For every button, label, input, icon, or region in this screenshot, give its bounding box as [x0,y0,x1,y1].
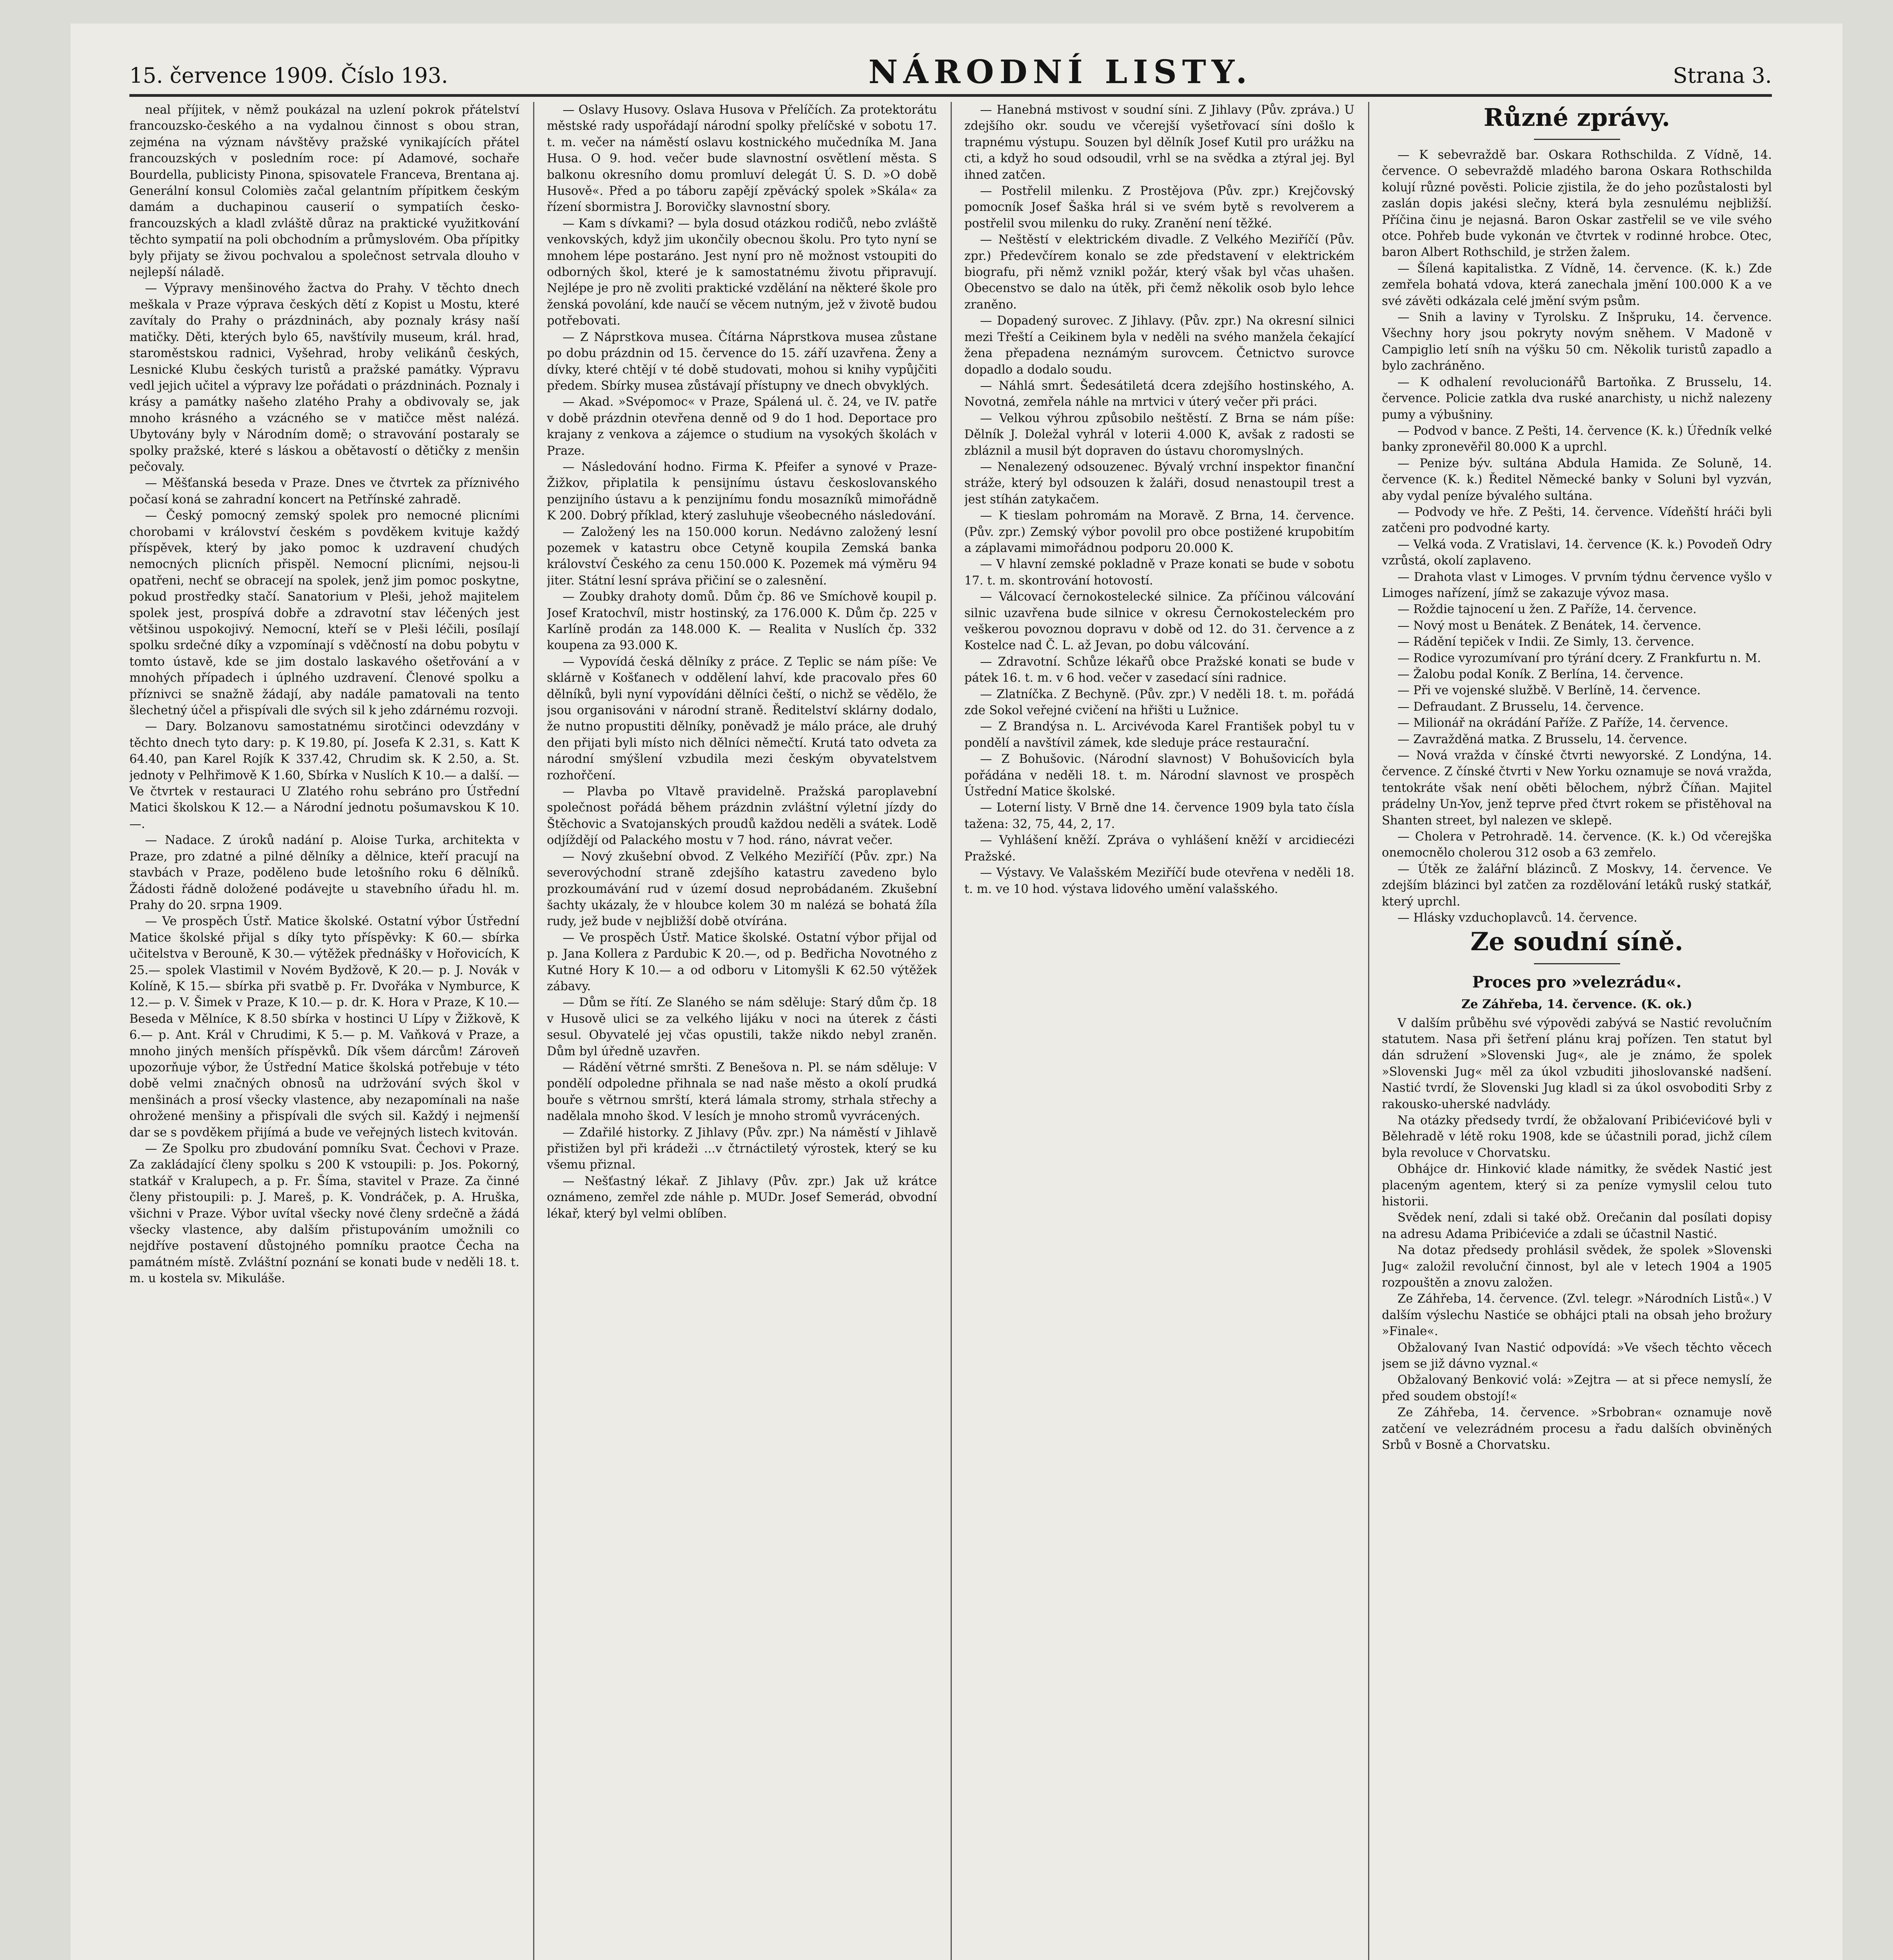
page-number: Strana 3. [1673,63,1772,88]
news-paragraph: — Ze Spolku pro zbudování pomníku Svat. Čechovi v Praze. Za zakládající členy spolku s 200 K vstoupili: p. Jos. Pokorný, statkář v Kralupech, a p. Fr. Šíma, stavitel v Praze. Za činné členy přistoupili: p. J. Mareš, p. K. Vondráček, p. A. Hruška, všichni v Praze. Výbor uvítal všecky nové členy srdečně a žádá všecky vlastence, aby dalším přistupováním umožnili co nejdříve postavení důstojného pomníku praotce Čecha na památném místě. Zvláštní poznání se konati bude v neděli 18. t. m. u kostela sv. Mikuláše. [129,1142,519,1286]
news-paragraph: — Dary. Bolzanovu samostatnému sirotčinci odevzdány v těchto dnech tyto dary: p. K 19.80, pí. Josefa K 2.31, s. Katt K 64.40, pan Karel Rojík K 337.42, Chrudim sk. K 2.50, a. St. jednoty v Pelhřimově K 1.60, Sbírka v Nuslích K 10.— a další. — Ve čtvrtek v restauraci U Zlatého rohu sebráno pro Ústřední Matici školskou K 12.— a Národní jednotu pošumavskou K 10.—. [129,720,519,831]
section-heading: Různé zprávy. [1483,103,1670,132]
heading-rule [1534,139,1620,140]
news-paragraph: — Cholera v Petrohradě. 14. července. (K. k.) Od včerejška onemocnělo cholerou 312 osob a 63 zemřelo. [1382,830,1772,860]
masthead-title: NÁRODNÍ LISTY. [868,53,1253,91]
news-paragraph: — Oslavy Husovy. Oslava Husova v Přelíčích. Za protektorátu městské rady uspořádají národní spolky přelíčské v sobotu 17. t. m. večer na náměstí oslavu kostnického mučedníka M. Jana Husa. O 9. hod. večer bude slavnostní osvětlení města. S balkonu okresního domu promluví delegát Ú. S. D. »O době Husově«. Před a po táboru zapějí zpěvácký spolek »Skála« za řízení sbormistra J. Borovičky slavnostní sbory. [547,103,937,214]
news-paragraph: — Snih a laviny v Tyrolsku. Z Inšpruku, 14. července. Všechny hory jsou pokryty novým sněhem. V Madoně v Campiglio letí sníh na výšku 50 cm. Několik turistů zapadlo a bylo zachráněno. [1382,310,1772,373]
news-paragraph: — Postřelil milenku. Z Prostějova (Pův. zpr.) Krejčovský pomocník Josef Šaška hrál si ve svém bytě s revolverem a postřelil svou milenku do ruky. Zranění není těžké. [964,184,1354,230]
column-4-upper [1382,102,1772,748]
news-paragraph: Svědek není, zdali si také obž. Orečanin dal posílati dopisy na adresu Adama Pribićeviće a zdali se účastnil Nastić. [1382,1211,1772,1241]
news-paragraph: — Vypovídá česká dělníky z práce. Z Teplic se nám píše: Ve sklárně v Košťanech v oddělení lahví, kde pracovalo přes 60 dělníků, byli nyní vypovídáni dělníci čeští, o nichž se vědělo, že jsou organisováni v národní straně. Ředitelství sklárny dodalo, že nutno propustiti dělníky, poněvadž je málo práce, ale druhý den přijati byli místo nich dělníci němečtí. Krutá tato odveta za národní smýšlení vzbudila mezi českým obyvatelstvem rozhořčení. [547,655,937,782]
news-paragraph: — Nenalezený odsouzenec. Bývalý vrchní inspektor finanční stráže, který byl odsouzen k žaláři, dosud nenastoupil trest a jest stíhán zatykačem. [964,460,1354,506]
page-header [129,51,1772,97]
news-paragraph: Ze Záhřeba, 14. července. (Zvl. telegr. »Národních Listů«.) V dalším výslechu Nastiće se obhájci ptali na obsah jeho brožury »Finale«. [1382,1292,1772,1339]
news-paragraph: V dalším průběhu své výpovědi zabývá se Nastić revolučním statutem. Nasa při šetření plánu kraj pořízen. Ten statut byl dán sdružení »Slovenski Jug«, ale je známo, že spolek »Slovenski Jug« měl za úkol vzbuditi jihoslovanské nadšení. Nastić tvrdí, že Slovenski Jug kladl si za úkol osvoboditi Srby z rakousko-uherské nadvlády. [1382,1016,1772,1111]
news-paragraph: — Hanebná mstivost v soudní síni. Z Jihlavy (Pův. zpráva.) U zdejšího okr. soudu ve včerejší vyšetřovací síni došlo k trapnému výstupu. Souzen byl dělník Josef Kutil pro urážku na cti, a když ho soud odsoudil, vrhl se na svědka a ztýral jej. Byl ihned zatčen. [964,103,1354,182]
news-paragraph: — Nová vražda v čínské čtvrti newyorské. Z Londýna, 14. července. Z čínské čtvrti v New Yorku oznamuje se nová vražda, tentokráte však není oběti bělochem, nýbrž Číňan. Majitel prádelny Un-Yov, jenž teprve před čtvrt rokem se přistěhoval na Shanten street, byl nalezen ve sklepě. [1382,749,1772,828]
news-paragraph: — Penize býv. sultána Abdula Hamida. Ze Soluně, 14. července (K. k.) Ředitel Německé banky v Soluni byl vyzván, aby vydal peníze bývalého sultána. [1382,456,1772,503]
news-paragraph: — Hlásky vzduchoplavců. 14. července. [1398,911,1637,925]
news-paragraph: — Roždie tajnocení u žen. Z Paříže, 14. července. [1398,603,1697,617]
news-paragraph: — Nešťastný lékař. Z Jihlavy (Pův. zpr.) Jak už krátce oznámeno, zemřel zde náhle p. MUDr. Josef Semerád, obvodní lékař, který byl velmi oblíben. [547,1174,937,1221]
news-paragraph: — Zlatníčka. Z Bechyně. (Pův. zpr.) V neděli 18. t. m. pořádá zde Sokol veřejné cvičení na hřišti u Lužnice. [964,687,1354,718]
news-paragraph: — Založený les na 150.000 korun. Nedávno založený lesní pozemek v katastru obce Cetyně koupila Zemská banka království Českého za cenu 150.000 K. Pozemek má výměru 94 jiter. Státní lesní správa přičiní se o zalesnění. [547,525,937,588]
news-paragraph: — Výstavy. Ve Valašském Meziříčí bude otevřena v neděli 18. t. m. ve 10 hod. výstava lidového umění valašského. [964,866,1354,896]
news-paragraph: — Podvod v bance. Z Pešti, 14. července (K. k.) Úředník velké banky zpronevěřil 80.000 K a uprchl. [1382,424,1772,454]
section-heading: Ze soudní síně. [1470,927,1683,956]
news-paragraph: — Vyhlášení kněží. Zpráva o vyhlášení kněží v arcidiecézi Pražské. [964,833,1354,864]
news-paragraph: — Útěk ze žalářní blázinců. Z Moskvy, 14. července. Ve zdejším blázinci byl zatčen za rozdělování letáků ruský statkář, který uprchl. [1382,862,1772,909]
news-paragraph: — Náhlá smrt. Šedesátiletá dcera zdejšího hostinského, A. Novotná, zemřela náhle na mrtvici v úterý večer při práci. [964,379,1354,409]
news-paragraph: — Loterní listy. V Brně dne 14. července 1909 byla tato čísla tažena: 32, 75, 44, 2, 17. [964,801,1354,831]
heading-rule [1534,963,1620,964]
column-3 [964,102,1354,1960]
news-paragraph: — Plavba po Vltavě pravidelně. Pražská paroplavební společnost pořádá během prázdnin zvláštní výletní jízdy do Štěchovic a Svatojanských proudů každou neděli a svátek. Lodě odjíždějí od Palackého mostu v 7 hod. ráno, návrat večer. [547,785,937,848]
column-4 [1382,102,1772,1960]
columns [129,102,1772,1960]
news-paragraph: — Při ve vojenské službě. V Berlíně, 14. července. [1398,684,1701,698]
issue-date: 15. července 1909. Číslo 193. [129,63,448,88]
news-paragraph: — Defraudant. Z Brusselu, 14. července. [1398,700,1644,714]
news-paragraph: Ze Záhřeba, 14. července. »Srbobran« oznamuje nově zatčení ve velezrádném procesu a řadu dalších obviněných Srbů v Bosně a Chorvatsku. [1382,1406,1772,1452]
news-paragraph: — Zdařilé historky. Z Jihlavy (Pův. zpr.) Na náměstí v Jihlavě přistižen byl při krádeži ...v čtrnáctiletý výrostek, který se ku všemu přiznal. [547,1125,937,1172]
news-paragraph: — Nadace. Z úroků nadání p. Aloise Turka, architekta v Praze, pro zdatné a pilné dělníky a dělnice, kteří pracují na stavbách v Praze, poděleno bude letošního roku 6 dělníků. Žádosti řádně doložené podávejte u stavebního úřadu hl. m. Prahy do 20. srpna 1909. [129,833,519,912]
news-paragraph: — Z Brandýsa n. L. Arcivévoda Karel František pobyl tu v pondělí a navštívil zámek, kde sleduje práce restaurační. [964,720,1354,750]
news-paragraph: — Rádění větrné smršti. Z Benešova n. Pl. se nám sděluje: V pondělí odpoledne přihnala se nad naše město a okolí prudká bouře s větrnou smrští, která lámala stromy, strhala střechy a nadělala mnoho škod. V lesích je mnoho stromů vyvrácených. [547,1060,937,1123]
news-paragraph: — Český pomocný zemský spolek pro nemocné plicními chorobami v království českém s povděkem kvituje každý příspěvek, který by jako pomoc k uzdravení chudých nemocných plicních přispěl. Nemocní plicními, nejsou-li opatřeni, nechť se obracejí na spolek, jenž jim pomoc poskytne, pokud prostředky stačí. Sanatorium v Pleši, jehož majitelem spolek jest, prospívá dobře a zdravotní stav léčených jest většinou uspokojivý. Nemocní, kteří se v Pleši léčili, posílají spolku srdečné díky a vzpomínají s vděčností na dobu pobytu v tomto ústavě, kde se jim dostalo laskavého ošetřování a v mnohých případech i úplného uzdravení. Členové spolku a příznivci se snažně žádají, aby nadále pamatovali na tento šlechetný účel a přispívali dle svých sil k jeho zdárnému rozvoji. [129,509,519,718]
news-paragraph: Na dotaz předsedy prohlásil svědek, že spolek »Slovenski Jug« založil revoluční činnost, byl ale v letech 1904 a 1905 rozpouštěn a znovu založen. [1382,1243,1772,1290]
news-paragraph: — Následování hodno. Firma K. Pfeifer a synové v Praze-Žižkov, připlatila k pensijnímu ústavu českoslovanského penzijního ústavu a k penzijnímu fondu mosazníků mimořádně K 200. Dobrý příklad, který zasluhuje všeobecného následování. [547,460,937,523]
news-paragraph: Obhájce dr. Hinković klade námitky, že svědek Nastić jest placeným agentem, který si za peníze vymyslil celou tuto historii. [1382,1162,1772,1209]
news-paragraph: — Ve prospěch Ústř. Matice školské. Ostatní výbor Ústřední Matice školské přijal s díky tyto příspěvky: K 60.— sbírka učitelstva v Berouně, K 30.— výtěžek přednášky v Hořovicích, K 25.— spolek Vlastimil v Novém Bydžově, K 20.— p. J. Novák v Kolíně, K 15.— sbírka při svatbě p. Fr. Dvořáka v Nymburce, K 12.— p. V. Šimek v Praze, K 10.— p. dr. K. Hora v Praze, K 10.— Beseda v Mělníce, K 8.50 sbírka v hostinci U Lípy v Žižkově, K 6.— p. Ant. Král v Chrudimi, K 5.— p. M. Vaňková v Praze, a mnoho jiných menších příspěvků. Dík všem dárcům! Zároveň upozorňuje výbor, že Ústřední Matice školská potřebuje v této době velmi značných obnosů na udržování svých škol v menšinách a prosí všecky vlastence, aby nezapomínali na naše ohrožené menšiny a přispívali dle svých sil. Každý i nejmenší dar se s povděkem přijímá a bude ve veřejných listech kvitován. [129,915,519,1140]
dateline: Ze Záhřeba, 14. července. (K. ok.) [1461,997,1692,1011]
news-paragraph: — Nový zkušební obvod. Z Velkého Meziříčí (Pův. zpr.) Na severovýchodní straně zdejšího katastru zavedeno bylo prozkoumávání rud v území dosud neprobádaném. Zkušební šachty ukázaly, že v hloubce kolem 30 m nalézá se bohatá žíla rudy, jež bude v nejbližší době otvírána. [547,849,937,929]
column-rule [1368,102,1369,1960]
column-2 [547,102,937,1960]
column-rule [533,102,534,1960]
news-paragraph: — Rádění tepiček v Indii. Ze Simly, 13. července. [1398,635,1695,649]
news-paragraph: — Rodice vyrozumívaní pro týrání dcery. Z Frankfurtu n. M. [1398,651,1761,665]
news-paragraph: — Šílená kapitalistka. Z Vídně, 14. července. (K. k.) Zde zemřela bohatá vdova, která zanechala jmění 100.000 K a ve své závěti odkázala celé jmění svým psům. [1382,261,1772,308]
news-paragraph: neal příjitek, v němž poukázal na uzlení pokrok přátelství francouzsko-českého a na vydalnou činnost s obou stran, zejména na význam návštěvy pražské vynikajících přátel francouzských v posledním roce: pí Adamové, sochaře Bourdella, publicisty Pinona, spisovatele Franceva, Brentana aj. Generální konsul Colomiès začal gelantním přípitkem českým damám a duchapinou causerií o sympatiích česko-francouzských a kladl zvláště důraz na praktické využitkování těchto sympatií na poli obchodním a průmyslovém. Oba přípitky byly přijaty se živou pochvalou a společnost setrvala dlouho v nejlepší náladě. [129,103,519,279]
news-paragraph: — K odhalení revolucionářů Bartoňka. Z Brusselu, 14. července. Policie zatkla dva ruské anarchisty, u nichž nalezeny pumy a výbušniny. [1382,375,1772,422]
news-paragraph: — Měšťanská beseda v Praze. Dnes ve čtvrtek za příznivého počasí koná se zahradní koncert na Petřínské zahradě. [129,476,519,506]
news-paragraph: — Kam s dívkami? — byla dosud otázkou rodičů, nebo zvláště venkovských, když jim ukončily obecnou školu. Pro tyto nyní se mnohem lépe postaráno. Jest nyní pro ně možnost vstoupiti do odborných škol, které je k samostatnému životu připravují. Nejlépe je pro ně zvoliti praktické vzdělání na některé škole pro ženská povolání, kde naučí se věcem nutným, jež v životě budou potřebovati. [547,216,937,328]
article-heading: Proces pro »velezrádu«. [1472,973,1682,991]
news-paragraph: Obžalovaný Ivan Nastić odpovídá: »Ve všech těchto věcech jsem se již dávno vyznal.« [1382,1341,1772,1371]
news-paragraph: — Dopadený surovec. Z Jihlavy. (Pův. zpr.) Na okresní silnici mezi Třeští a Ceikinem byla v neděli na svého manžela čekající žena přepadena neznámým surovcem. Četnictvo surovce dopadlo a dodalo soudu. [964,314,1354,377]
news-paragraph: — Nový most u Benátek. Z Benátek, 14. července. [1398,619,1702,633]
news-paragraph: — Drahota vlast v Limoges. V prvním týdnu července vyšlo v Limoges nařízení, jímž se zakazuje vývoz masa. [1382,570,1772,600]
news-paragraph: — Žalobu podal Koník. Z Berlína, 14. července. [1398,668,1684,681]
news-paragraph: — Akad. »Svépomoc« v Praze, Spálená ul. č. 24, ve IV. patře v době prázdnin otevřena denně od 9 do 1 hod. Deportace pro krajany z venkova a zájemce o studium na vysokých školách v Praze. [547,395,937,458]
news-paragraph: — K tieslam pohromám na Moravě. Z Brna, 14. července. (Pův. zpr.) Zemský výbor povolil pro obce postižené krupobitím a záplavami mimořádnou podporu 20.000 K. [964,509,1354,555]
news-paragraph: — Milionář na okrádání Paříže. Z Paříže, 14. července. [1398,716,1728,730]
news-paragraph: — Dům se řítí. Ze Slaného se nám sděluje: Starý dům čp. 18 v Husově ulici se za velkého lijáku v noci na úterek z části sesul. Obyvatelé jej včas opustili, takže nikdo nebyl zraněn. Dům byl úředně uzavřen. [547,996,937,1058]
newspaper-page [71,24,1842,1960]
news-paragraph: — Zavražděná matka. Z Brusselu, 14. července. [1398,732,1688,746]
news-paragraph: — Válcovací černokostelecké silnice. Za příčinou válcování silnic uzavřena bude silnice v okresu Černokosteleckém pro veškerou povoznou dopravu v době od 12. do 31. července a z Kostelce nad Č. L. až Jevan, po dobu válcování. [964,590,1354,653]
column-rule [951,102,952,1960]
news-paragraph: — Velká voda. Z Vratislavi, 14. července (K. k.) Povodeň Odry vzrůstá, okolí zaplaveno. [1382,537,1772,568]
news-paragraph: — Velkou výhrou způsobilo neštěstí. Z Brna se nám píše: Dělník J. Doležal vyhrál v loterii 4.000 K, avšak z radosti se zbláznil a musil být dopraven do ústavu choromyslných. [964,411,1354,458]
news-paragraph: — K sebevraždě bar. Oskara Rothschilda. Z Vídně, 14. července. O sebevraždě mladého barona Oskara Rothschilda kolují různé pověsti. Policie zjistila, že do jeho pozůstalosti byl zaslán dopis jakési slečny, která byla zesnulému nejbližší. Příčina činu je nejasná. Baron Oskar zastřelil se ve vile svého otce. Pohřeb bude vykonán ve čtvrtek v rodinné hrobce. Otec, baron Albert Rothschild, je stržen žalem. [1382,148,1772,260]
news-paragraph: — V hlavní zemské pokladně v Praze konati se bude v sobotu 17. t. m. skontrování hotovostí. [964,557,1354,588]
news-paragraph: — Z Bohušovic. (Národní slavnost) V Bohušovicích byla pořádána v neděli 18. t. m. Národní slavnost ve prospěch Ústřední Matice školské. [964,752,1354,799]
news-paragraph: — Výpravy menšinového žactva do Prahy. V těchto dnech meškala v Praze výprava českých dětí z Kopist u Mostu, které zavítaly do Prahy o prázdninách, aby poznaly krásy naší matičky. Děti, kterých bylo 65, navštívily museum, král. hrad, staroměstskou radnici, Vyšehrad, hroby velikánů českých, Lesnické Klubu českých turistů a pražské památky. Výpravu vedl jejich učitel a výpravy lze pořádati o prázdninách. Poznaly i krásy a památky našeho zlatého Prahy a obdivovaly se, jak mnoho krásného a vzácného se v matičce měst nalézá. Ubytovány byly v Národním domě; o stravování postaraly se spolky pražské, které s láskou a obětavostí o dětičky z menšin pečovaly. [129,281,519,474]
news-paragraph: — Podvody ve hře. Z Pešti, 14. července. Vídeňští hráči byli zatčeni pro podvodné karty. [1382,505,1772,535]
news-paragraph: — Neštěstí v elektrickém divadle. Z Velkého Meziříčí (Pův. zpr.) Předevčírem konalo se zde představení v elektrickém biografu, při němž vznikl požár, který však byl včas uhašen. Obecenstvo se dalo na útěk, při čemž několik osob bylo lehce zraněno. [964,233,1354,312]
news-paragraph: Obžalovaný Benković volá: »Zejtra — at si přece nemyslí, že před soudem obstojí!« [1382,1373,1772,1403]
news-paragraph: — Zdravotní. Schůze lékařů obce Pražské konati se bude v pátek 16. t. m. v 6 hod. večer v zasedací síni radnice. [964,655,1354,685]
news-paragraph: — Zoubky drahoty domů. Dům čp. 86 ve Smíchově koupil p. Josef Kratochvíl, mistr hostinský, za 176.000 K. Dům čp. 225 v Karlíně prodán za 148.000 K. — Realita v Nuslích čp. 332 koupena za 93.000 K. [547,590,937,653]
news-paragraph: Na otázky předsedy tvrdí, že obžalovaní Pribićevićové byli v Bělehradě v létě roku 1908, kde se účastnili porad, jichž cílem byla revoluce v Chorvatsku. [1382,1113,1772,1160]
news-paragraph: — Z Náprstkova musea. Čítárna Náprstkova musea zůstane po dobu prázdnin od 15. července do 15. září uzavřena. Ženy a dívky, které chtějí v té době studovati, mohou si knihy vypůjčiti předem. Sbírky musea zůstávají přístupny ve dnech obvyklých. [547,330,937,393]
news-paragraph: — Ve prospěch Ústř. Matice školské. Ostatní výbor přijal od p. Jana Kollera z Pardubic K 20.—, od p. Bedřicha Novotného z Kutné Hory K 10.— a od odboru v Litomyšli K 62.50 výtěžek zábavy. [547,931,937,993]
column-1 [129,102,519,1960]
column-4-lower [1382,748,1772,1453]
